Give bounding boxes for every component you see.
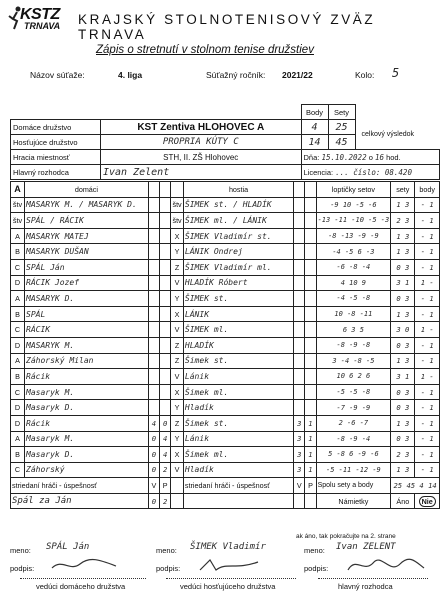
home-p: 4 bbox=[160, 447, 171, 463]
home-player: MASARYK M. bbox=[25, 337, 149, 353]
license-value: ... číslo: 08.420 bbox=[335, 167, 412, 177]
set-scores: -5 -11 -12 -9 bbox=[316, 462, 391, 478]
away-v: 3 bbox=[294, 431, 305, 447]
home-player: MASARYK M. / MASARYK D. bbox=[25, 197, 149, 213]
row-letter-away: Y bbox=[171, 431, 184, 447]
away-column-header: hostia bbox=[183, 182, 293, 198]
home-p bbox=[160, 244, 171, 260]
home-p bbox=[160, 291, 171, 307]
away-v bbox=[294, 213, 305, 229]
body-header: Body bbox=[301, 105, 328, 120]
p-header-away: P bbox=[305, 478, 316, 494]
home-sety: 25 bbox=[328, 120, 355, 135]
time-value: 16 bbox=[374, 152, 384, 162]
away-player: ŠIMEK Vladimír ml. bbox=[183, 259, 293, 275]
referee-label: Hlavný rozhodca bbox=[11, 165, 101, 180]
page-subtitle: Zápis o stretnutí v stolnom tenise družstiev bbox=[96, 44, 314, 56]
match-row bbox=[11, 259, 440, 275]
sets-result: 1 3 bbox=[391, 197, 415, 213]
points-result: 1 - bbox=[415, 275, 440, 291]
home-player: Masaryk D. bbox=[25, 400, 149, 416]
home-v bbox=[148, 259, 159, 275]
points-result: 1 - bbox=[415, 369, 440, 385]
sets-result: 1 3 bbox=[391, 353, 415, 369]
home-v: 0 bbox=[148, 462, 159, 478]
away-body: 14 bbox=[301, 135, 328, 150]
away-p: 1 bbox=[305, 431, 316, 447]
home-column-header: domáci bbox=[25, 182, 149, 198]
set-scores: 3 -4 -8 -5 bbox=[316, 353, 391, 369]
away-v bbox=[294, 228, 305, 244]
venue-value: STH, II. ZŠ Hlohovec bbox=[101, 150, 302, 165]
match-row bbox=[11, 353, 440, 369]
match-row bbox=[11, 291, 440, 307]
sets-result: 1 3 bbox=[391, 306, 415, 322]
match-row bbox=[11, 228, 440, 244]
set-scores: -9 10 -5 -6 bbox=[316, 197, 391, 213]
match-row bbox=[11, 447, 440, 463]
row-letter-away: Y bbox=[171, 291, 184, 307]
home-p bbox=[160, 400, 171, 416]
row-letter: štv bbox=[11, 213, 25, 229]
home-p: 4 bbox=[160, 431, 171, 447]
row-letter: D bbox=[11, 337, 25, 353]
time-label: o bbox=[368, 152, 373, 162]
sets-result: 1 3 bbox=[391, 244, 415, 260]
row-letter: C bbox=[11, 462, 25, 478]
home-player: MASARYK D. bbox=[25, 291, 149, 307]
away-player: Šimek st. bbox=[183, 353, 293, 369]
nie-option[interactable] bbox=[415, 493, 440, 509]
competition-value: 4. liga bbox=[118, 70, 143, 80]
match-row bbox=[11, 213, 440, 229]
away-player: Lánik bbox=[183, 431, 293, 447]
away-player: LÁNIK Ondrej bbox=[183, 244, 293, 260]
away-player: LÁNIK bbox=[183, 306, 293, 322]
match-row bbox=[11, 306, 440, 322]
row-letter: B bbox=[11, 306, 25, 322]
row-letter-away: V bbox=[171, 275, 184, 291]
sets-column-header: loptičky setov bbox=[316, 182, 391, 198]
row-letter: A bbox=[11, 431, 25, 447]
points-result: - 1 bbox=[415, 415, 440, 431]
home-p: 0 bbox=[160, 415, 171, 431]
away-team-name: PROPRIA KÚTY C bbox=[101, 135, 302, 150]
away-p bbox=[305, 306, 316, 322]
away-player: Hladík bbox=[183, 462, 293, 478]
meno-label-ref: meno: bbox=[304, 546, 325, 555]
spolu-values: 25 45 4 14 bbox=[391, 478, 440, 494]
points-result: - 1 bbox=[415, 400, 440, 416]
sets-result: 3 0 bbox=[391, 322, 415, 338]
set-scores: -4 -5 -8 bbox=[316, 291, 391, 307]
set-scores: -6 -8 -4 bbox=[316, 259, 391, 275]
match-row bbox=[11, 415, 440, 431]
match-row bbox=[11, 431, 440, 447]
points-result: - 1 bbox=[415, 213, 440, 229]
away-p bbox=[305, 275, 316, 291]
set-scores: -8 -9 -8 bbox=[316, 337, 391, 353]
home-v: 0 bbox=[148, 431, 159, 447]
match-row bbox=[11, 369, 440, 385]
home-player: MASARYK DUŠAN bbox=[25, 244, 149, 260]
body-column-header: body bbox=[415, 182, 440, 198]
meno-label-home: meno: bbox=[10, 546, 31, 555]
sub-home-label: striedaní hráči - úspešnosť bbox=[11, 478, 149, 494]
match-row bbox=[11, 244, 440, 260]
home-v bbox=[148, 337, 159, 353]
sets-result: 0 3 bbox=[391, 431, 415, 447]
home-p bbox=[160, 322, 171, 338]
home-p: 2 bbox=[160, 462, 171, 478]
sets-result: 1 3 bbox=[391, 415, 415, 431]
row-letter-away: X bbox=[171, 228, 184, 244]
row-letter-away: Z bbox=[171, 259, 184, 275]
away-v bbox=[294, 291, 305, 307]
away-v: 3 bbox=[294, 447, 305, 463]
away-p bbox=[305, 291, 316, 307]
row-letter: C bbox=[11, 384, 25, 400]
logo-subtext: TRNAVA bbox=[24, 21, 61, 31]
away-p bbox=[305, 197, 316, 213]
home-player: MASARYK MATEJ bbox=[25, 228, 149, 244]
set-scores: -7 -9 -9 bbox=[316, 400, 391, 416]
away-p bbox=[305, 244, 316, 260]
podpis-label-ref: podpis: bbox=[304, 564, 329, 573]
away-p: 1 bbox=[305, 415, 316, 431]
signature-ref bbox=[346, 554, 426, 576]
row-letter: A bbox=[11, 291, 25, 307]
row-letter: D bbox=[11, 400, 25, 416]
set-scores: -4 -5 6 -3 bbox=[316, 244, 391, 260]
row-letter-away: štv bbox=[171, 213, 184, 229]
venue-label: Hracia miestnosť bbox=[11, 150, 101, 165]
points-result: - 1 bbox=[415, 259, 440, 275]
row-letter-away: Z bbox=[171, 415, 184, 431]
row-letter: D bbox=[11, 415, 25, 431]
row-letter-away: Y bbox=[171, 400, 184, 416]
sets-result: 0 3 bbox=[391, 384, 415, 400]
home-v: 0 bbox=[148, 447, 159, 463]
points-result: - 1 bbox=[415, 244, 440, 260]
sety-column-header: sety bbox=[391, 182, 415, 198]
row-letter-away: Z bbox=[171, 353, 184, 369]
points-result: - 1 bbox=[415, 306, 440, 322]
sets-result: 3 1 bbox=[391, 369, 415, 385]
set-scores: 10 6 2 6 bbox=[316, 369, 391, 385]
home-v bbox=[148, 369, 159, 385]
meno-label-away: meno: bbox=[156, 546, 177, 555]
set-scores: 10 -8 -11 bbox=[316, 306, 391, 322]
home-v bbox=[148, 291, 159, 307]
away-p bbox=[305, 369, 316, 385]
matches-table bbox=[10, 181, 440, 509]
row-letter: A bbox=[11, 353, 25, 369]
away-p bbox=[305, 213, 316, 229]
away-v bbox=[294, 244, 305, 260]
row-letter: C bbox=[11, 322, 25, 338]
points-result: - 1 bbox=[415, 291, 440, 307]
set-scores: 5 -8 6 -9 -6 bbox=[316, 447, 391, 463]
row-letter-away: Y bbox=[171, 244, 184, 260]
row-letter-away: X bbox=[171, 306, 184, 322]
home-p bbox=[160, 228, 171, 244]
points-result: - 1 bbox=[415, 197, 440, 213]
away-p bbox=[305, 400, 316, 416]
home-p bbox=[160, 384, 171, 400]
sig-away-caption: vedúci hosťujúceho družstva bbox=[180, 582, 276, 591]
away-p: 1 bbox=[305, 462, 316, 478]
podpis-label-home: podpis: bbox=[10, 564, 35, 573]
home-player: SPÁL / RÁCIK bbox=[25, 213, 149, 229]
home-p bbox=[160, 337, 171, 353]
sets-result: 0 3 bbox=[391, 291, 415, 307]
away-v: 3 bbox=[294, 462, 305, 478]
row-letter: B bbox=[11, 369, 25, 385]
set-scores: -8 -13 -9 -9 bbox=[316, 228, 391, 244]
points-result: - 1 bbox=[415, 462, 440, 478]
signature-away bbox=[196, 556, 266, 574]
meno-away: ŠIMEK Vladimír bbox=[190, 542, 266, 552]
sets-result: 2 3 bbox=[391, 447, 415, 463]
set-scores: -13 -11 -10 -5 -3 bbox=[316, 213, 391, 229]
home-player: Masaryk M. bbox=[25, 384, 149, 400]
set-scores: -5 -5 -8 bbox=[316, 384, 391, 400]
referee-value: Ivan Zelent bbox=[101, 165, 302, 180]
sig-ref-caption: hlavný rozhodca bbox=[338, 582, 393, 591]
set-scores: -8 -9 -4 bbox=[316, 431, 391, 447]
teams-table bbox=[10, 104, 440, 180]
namietky-label: Námietky bbox=[316, 493, 391, 509]
away-p bbox=[305, 337, 316, 353]
spolu-label: Spolu sety a body bbox=[316, 478, 391, 494]
home-player: SPÁL Ján bbox=[25, 259, 149, 275]
round-value: 5 bbox=[392, 66, 400, 80]
home-v bbox=[148, 306, 159, 322]
home-p bbox=[160, 259, 171, 275]
celkovy-label: celkový výsledok bbox=[361, 130, 415, 138]
away-player: ŠIMEK ml. bbox=[183, 322, 293, 338]
home-team-label: Domáce družstvo bbox=[11, 120, 101, 135]
sets-result: 0 3 bbox=[391, 259, 415, 275]
home-v bbox=[148, 213, 159, 229]
points-result: - 1 bbox=[415, 447, 440, 463]
away-v bbox=[294, 259, 305, 275]
season-label: Súťažný ročník: bbox=[206, 70, 266, 80]
away-v bbox=[294, 384, 305, 400]
home-player: Masaryk D. bbox=[25, 447, 149, 463]
page-title: KRAJSKÝ STOLNOTENISOVÝ ZVÄZ TRNAVA bbox=[78, 12, 376, 42]
row-letter: B bbox=[11, 447, 25, 463]
row-letter-away: V bbox=[171, 369, 184, 385]
a-label: A bbox=[11, 182, 25, 198]
match-row bbox=[11, 384, 440, 400]
away-p bbox=[305, 259, 316, 275]
home-player: Masaryk M. bbox=[25, 431, 149, 447]
match-row bbox=[11, 462, 440, 478]
ano-option[interactable]: Áno bbox=[391, 493, 415, 509]
signature-home bbox=[50, 556, 120, 574]
p-header: P bbox=[160, 478, 171, 494]
away-v bbox=[294, 337, 305, 353]
sets-result: 0 3 bbox=[391, 337, 415, 353]
sig-home-caption: vedúci domáceho družstva bbox=[36, 582, 126, 591]
header bbox=[0, 0, 440, 110]
home-player: Záhorský Milan bbox=[25, 353, 149, 369]
away-player: Šimek ml. bbox=[183, 447, 293, 463]
match-row bbox=[11, 400, 440, 416]
sub-home-p: 2 bbox=[160, 493, 171, 509]
round-label: Kolo: bbox=[355, 70, 375, 80]
home-p bbox=[160, 353, 171, 369]
v-header-away: V bbox=[294, 478, 305, 494]
row-letter-away: V bbox=[171, 462, 184, 478]
set-scores: 4 10 9 bbox=[316, 275, 391, 291]
points-result: - 1 bbox=[415, 431, 440, 447]
away-player: Lánik bbox=[183, 369, 293, 385]
home-player: Rácik bbox=[25, 369, 149, 385]
home-player: RÁCIK Jozef bbox=[25, 275, 149, 291]
row-letter-away: Z bbox=[171, 337, 184, 353]
row-letter: B bbox=[11, 244, 25, 260]
away-player: HLADÍK Róbert bbox=[183, 275, 293, 291]
home-team-name: KST Zentiva HLOHOVEC A bbox=[101, 120, 302, 135]
set-scores: 6 3 5 bbox=[316, 322, 391, 338]
competition-label: Názov súťaže: bbox=[30, 70, 85, 80]
sety-header: Sety bbox=[328, 105, 355, 120]
home-p bbox=[160, 306, 171, 322]
match-row bbox=[11, 337, 440, 353]
away-p bbox=[305, 322, 316, 338]
meno-ref: Ivan ZELENT bbox=[336, 542, 396, 552]
date-label: Dňa: bbox=[303, 152, 320, 162]
row-letter-away: X bbox=[171, 384, 184, 400]
away-v bbox=[294, 322, 305, 338]
hod-label: hod. bbox=[386, 152, 401, 162]
sub-away-label: striedaní hráči - úspešnosť bbox=[183, 478, 293, 494]
away-player: HLADÍK bbox=[183, 337, 293, 353]
row-letter-away: V bbox=[171, 322, 184, 338]
sets-result: 2 3 bbox=[391, 213, 415, 229]
away-v: 3 bbox=[294, 415, 305, 431]
away-player: Hladík bbox=[183, 400, 293, 416]
kstz-logo bbox=[8, 6, 60, 32]
away-v bbox=[294, 400, 305, 416]
home-p bbox=[160, 369, 171, 385]
away-v bbox=[294, 306, 305, 322]
podpis-label-away: podpis: bbox=[156, 564, 181, 573]
sub-home-v: 0 bbox=[148, 493, 159, 509]
home-p bbox=[160, 213, 171, 229]
season-value: 2021/22 bbox=[282, 70, 313, 80]
away-p bbox=[305, 353, 316, 369]
home-v bbox=[148, 244, 159, 260]
set-scores: 2 -6 -7 bbox=[316, 415, 391, 431]
home-player: Záhorský bbox=[25, 462, 149, 478]
away-p bbox=[305, 228, 316, 244]
sub-home-value: Spál za Ján bbox=[11, 493, 149, 509]
home-body: 4 bbox=[301, 120, 328, 135]
row-letter: štv bbox=[11, 197, 25, 213]
points-result: - 1 bbox=[415, 353, 440, 369]
away-v bbox=[294, 197, 305, 213]
home-player: Rácik bbox=[25, 415, 149, 431]
home-v: 4 bbox=[148, 415, 159, 431]
away-player: Šimek ml. bbox=[183, 384, 293, 400]
home-v bbox=[148, 384, 159, 400]
home-v bbox=[148, 228, 159, 244]
home-p bbox=[160, 197, 171, 213]
sets-result: 0 3 bbox=[391, 400, 415, 416]
row-letter: C bbox=[11, 259, 25, 275]
away-v bbox=[294, 275, 305, 291]
row-letter-away: X bbox=[171, 447, 184, 463]
away-player: ŠIMEK ml. / LÁNIK bbox=[183, 213, 293, 229]
note: ak áno, tak pokračujte na 2. strane bbox=[296, 533, 396, 540]
nie-option-label: Nie bbox=[419, 496, 436, 507]
home-player: SPÁL bbox=[25, 306, 149, 322]
points-result: - 1 bbox=[415, 384, 440, 400]
points-result: - 1 bbox=[415, 337, 440, 353]
row-letter: D bbox=[11, 275, 25, 291]
away-v bbox=[294, 353, 305, 369]
meno-home: SPÁL Ján bbox=[46, 542, 90, 552]
match-row bbox=[11, 197, 440, 213]
away-p bbox=[305, 384, 316, 400]
row-letter: A bbox=[11, 228, 25, 244]
away-player: ŠIMEK Vladimír st. bbox=[183, 228, 293, 244]
license-label: Licencia: bbox=[303, 167, 334, 177]
away-sety: 45 bbox=[328, 135, 355, 150]
sets-result: 1 3 bbox=[391, 462, 415, 478]
home-p bbox=[160, 275, 171, 291]
sets-result: 3 1 bbox=[391, 275, 415, 291]
points-result: - 1 bbox=[415, 228, 440, 244]
home-v bbox=[148, 197, 159, 213]
away-player: ŠIMEK st. / HLADÍK bbox=[183, 197, 293, 213]
away-p: 1 bbox=[305, 447, 316, 463]
match-row bbox=[11, 322, 440, 338]
away-team-label: Hosťujúce družstvo bbox=[11, 135, 101, 150]
v-header: V bbox=[148, 478, 159, 494]
sets-result: 1 3 bbox=[391, 228, 415, 244]
points-result: 1 - bbox=[415, 322, 440, 338]
away-v bbox=[294, 369, 305, 385]
match-row bbox=[11, 275, 440, 291]
home-v bbox=[148, 275, 159, 291]
date-value: 15.10.2022 bbox=[321, 152, 367, 162]
away-player: Šimek st. bbox=[183, 415, 293, 431]
home-v bbox=[148, 353, 159, 369]
home-player: RÁCIK bbox=[25, 322, 149, 338]
logo-text: KSTZ bbox=[20, 6, 60, 23]
home-v bbox=[148, 322, 159, 338]
home-v bbox=[148, 400, 159, 416]
away-player: ŠIMEK st. bbox=[183, 291, 293, 307]
row-letter-away: štv bbox=[171, 197, 184, 213]
